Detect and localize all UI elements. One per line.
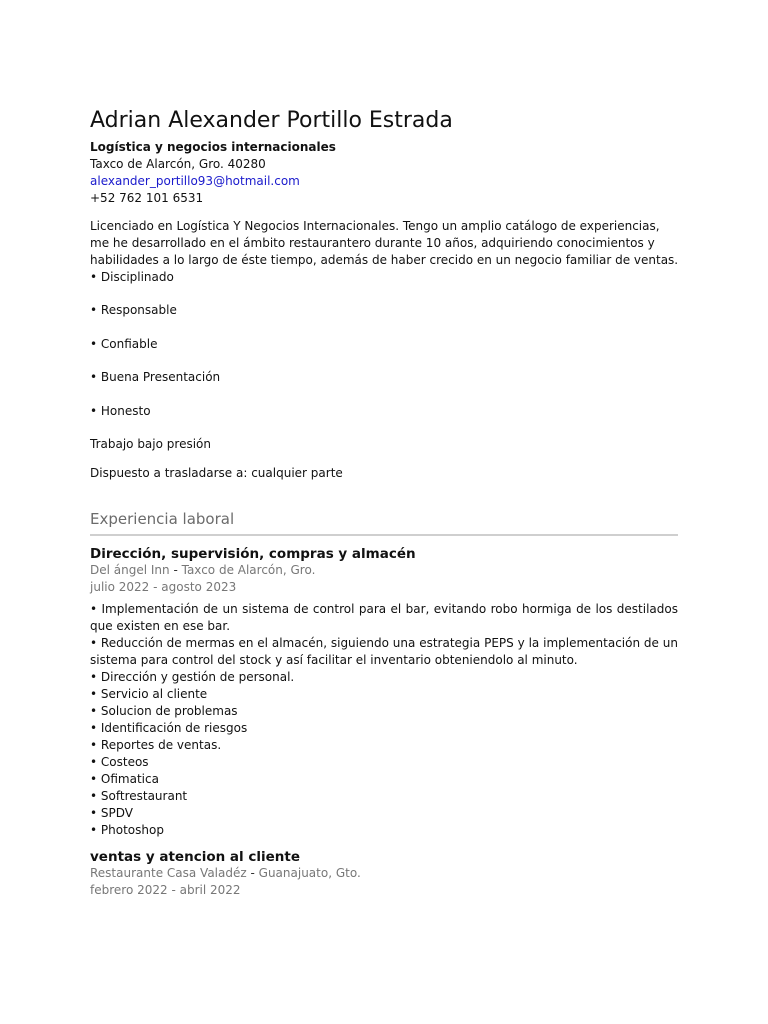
job-description	[90, 601, 678, 839]
job-title: Dirección, supervisión, compras y almacén	[90, 546, 416, 562]
trait-item: • Disciplinado	[90, 270, 174, 284]
job-dates: febrero 2022 - abril 2022	[90, 883, 241, 897]
phone: +52 762 101 6531	[90, 191, 204, 205]
candidate-name: Adrian Alexander Portillo Estrada	[90, 108, 453, 133]
job-company: Del ángel Inn	[90, 563, 170, 577]
job-separator: -	[246, 866, 259, 880]
trait-item: • Honesto	[90, 404, 151, 418]
job-bullet: • Photoshop	[90, 823, 164, 837]
job-location: Guanajuato, Gto.	[258, 866, 361, 880]
contact-block	[90, 156, 300, 207]
job-bullet: • Implementación de un sistema de control para el bar, evitando robo hormiga de los destilados que existen en ese bar.	[90, 602, 678, 633]
job-bullet: • Dirección y gestión de personal.	[90, 670, 295, 684]
job-bullet: • SPDV	[90, 806, 133, 820]
headline: Logística y negocios internacionales	[90, 140, 336, 154]
job-bullet: • Servicio al cliente	[90, 687, 208, 701]
job-bullet: • Softrestaurant	[90, 789, 188, 803]
trait-item: • Buena Presentación	[90, 370, 221, 384]
location: Taxco de Alarcón, Gro. 40280	[90, 157, 266, 171]
job-company: Restaurante Casa Valadéz	[90, 866, 247, 880]
section-divider	[90, 534, 678, 536]
trait-item: • Confiable	[90, 337, 158, 351]
job-bullet: • Reportes de ventas.	[90, 738, 222, 752]
pressure-note: Trabajo bajo presión	[90, 437, 211, 451]
job-bullet: • Solucion de problemas	[90, 704, 238, 718]
job-bullet: • Identificación de riesgos	[90, 721, 248, 735]
job-company-line	[90, 562, 315, 579]
job-separator: -	[169, 563, 182, 577]
job-bullet: • Reducción de mermas en el almacén, siguiendo una estrategia PEPS y la implementación de un sistema para control del stock y así facilitar el inventario obteniendolo al minuto.	[90, 636, 678, 667]
job-title: ventas y atencion al cliente	[90, 849, 300, 865]
job-bullet: • Ofimatica	[90, 772, 159, 786]
relocation-note: Dispuesto a trasladarse a: cualquier parte	[90, 466, 343, 480]
job-location: Taxco de Alarcón, Gro.	[181, 563, 316, 577]
job-dates: julio 2022 - agosto 2023	[90, 580, 237, 594]
summary: Licenciado en Logística Y Negocios Internacionales. Tengo un amplio catálogo de experiencias, me he desarrollado en el ámbito restaurantero durante 10 años, adquiriendo conocimientos y habilidades a lo largo de éste tiempo, además de haber crecido en un negocio familiar de ventas.	[90, 219, 679, 267]
email-link[interactable]: alexander_portillo93@hotmail.com	[90, 174, 300, 188]
job-bullet: • Costeos	[90, 755, 149, 769]
job-company-line	[90, 865, 361, 882]
trait-item: • Responsable	[90, 303, 177, 317]
section-title-experience: Experiencia laboral	[90, 510, 235, 528]
